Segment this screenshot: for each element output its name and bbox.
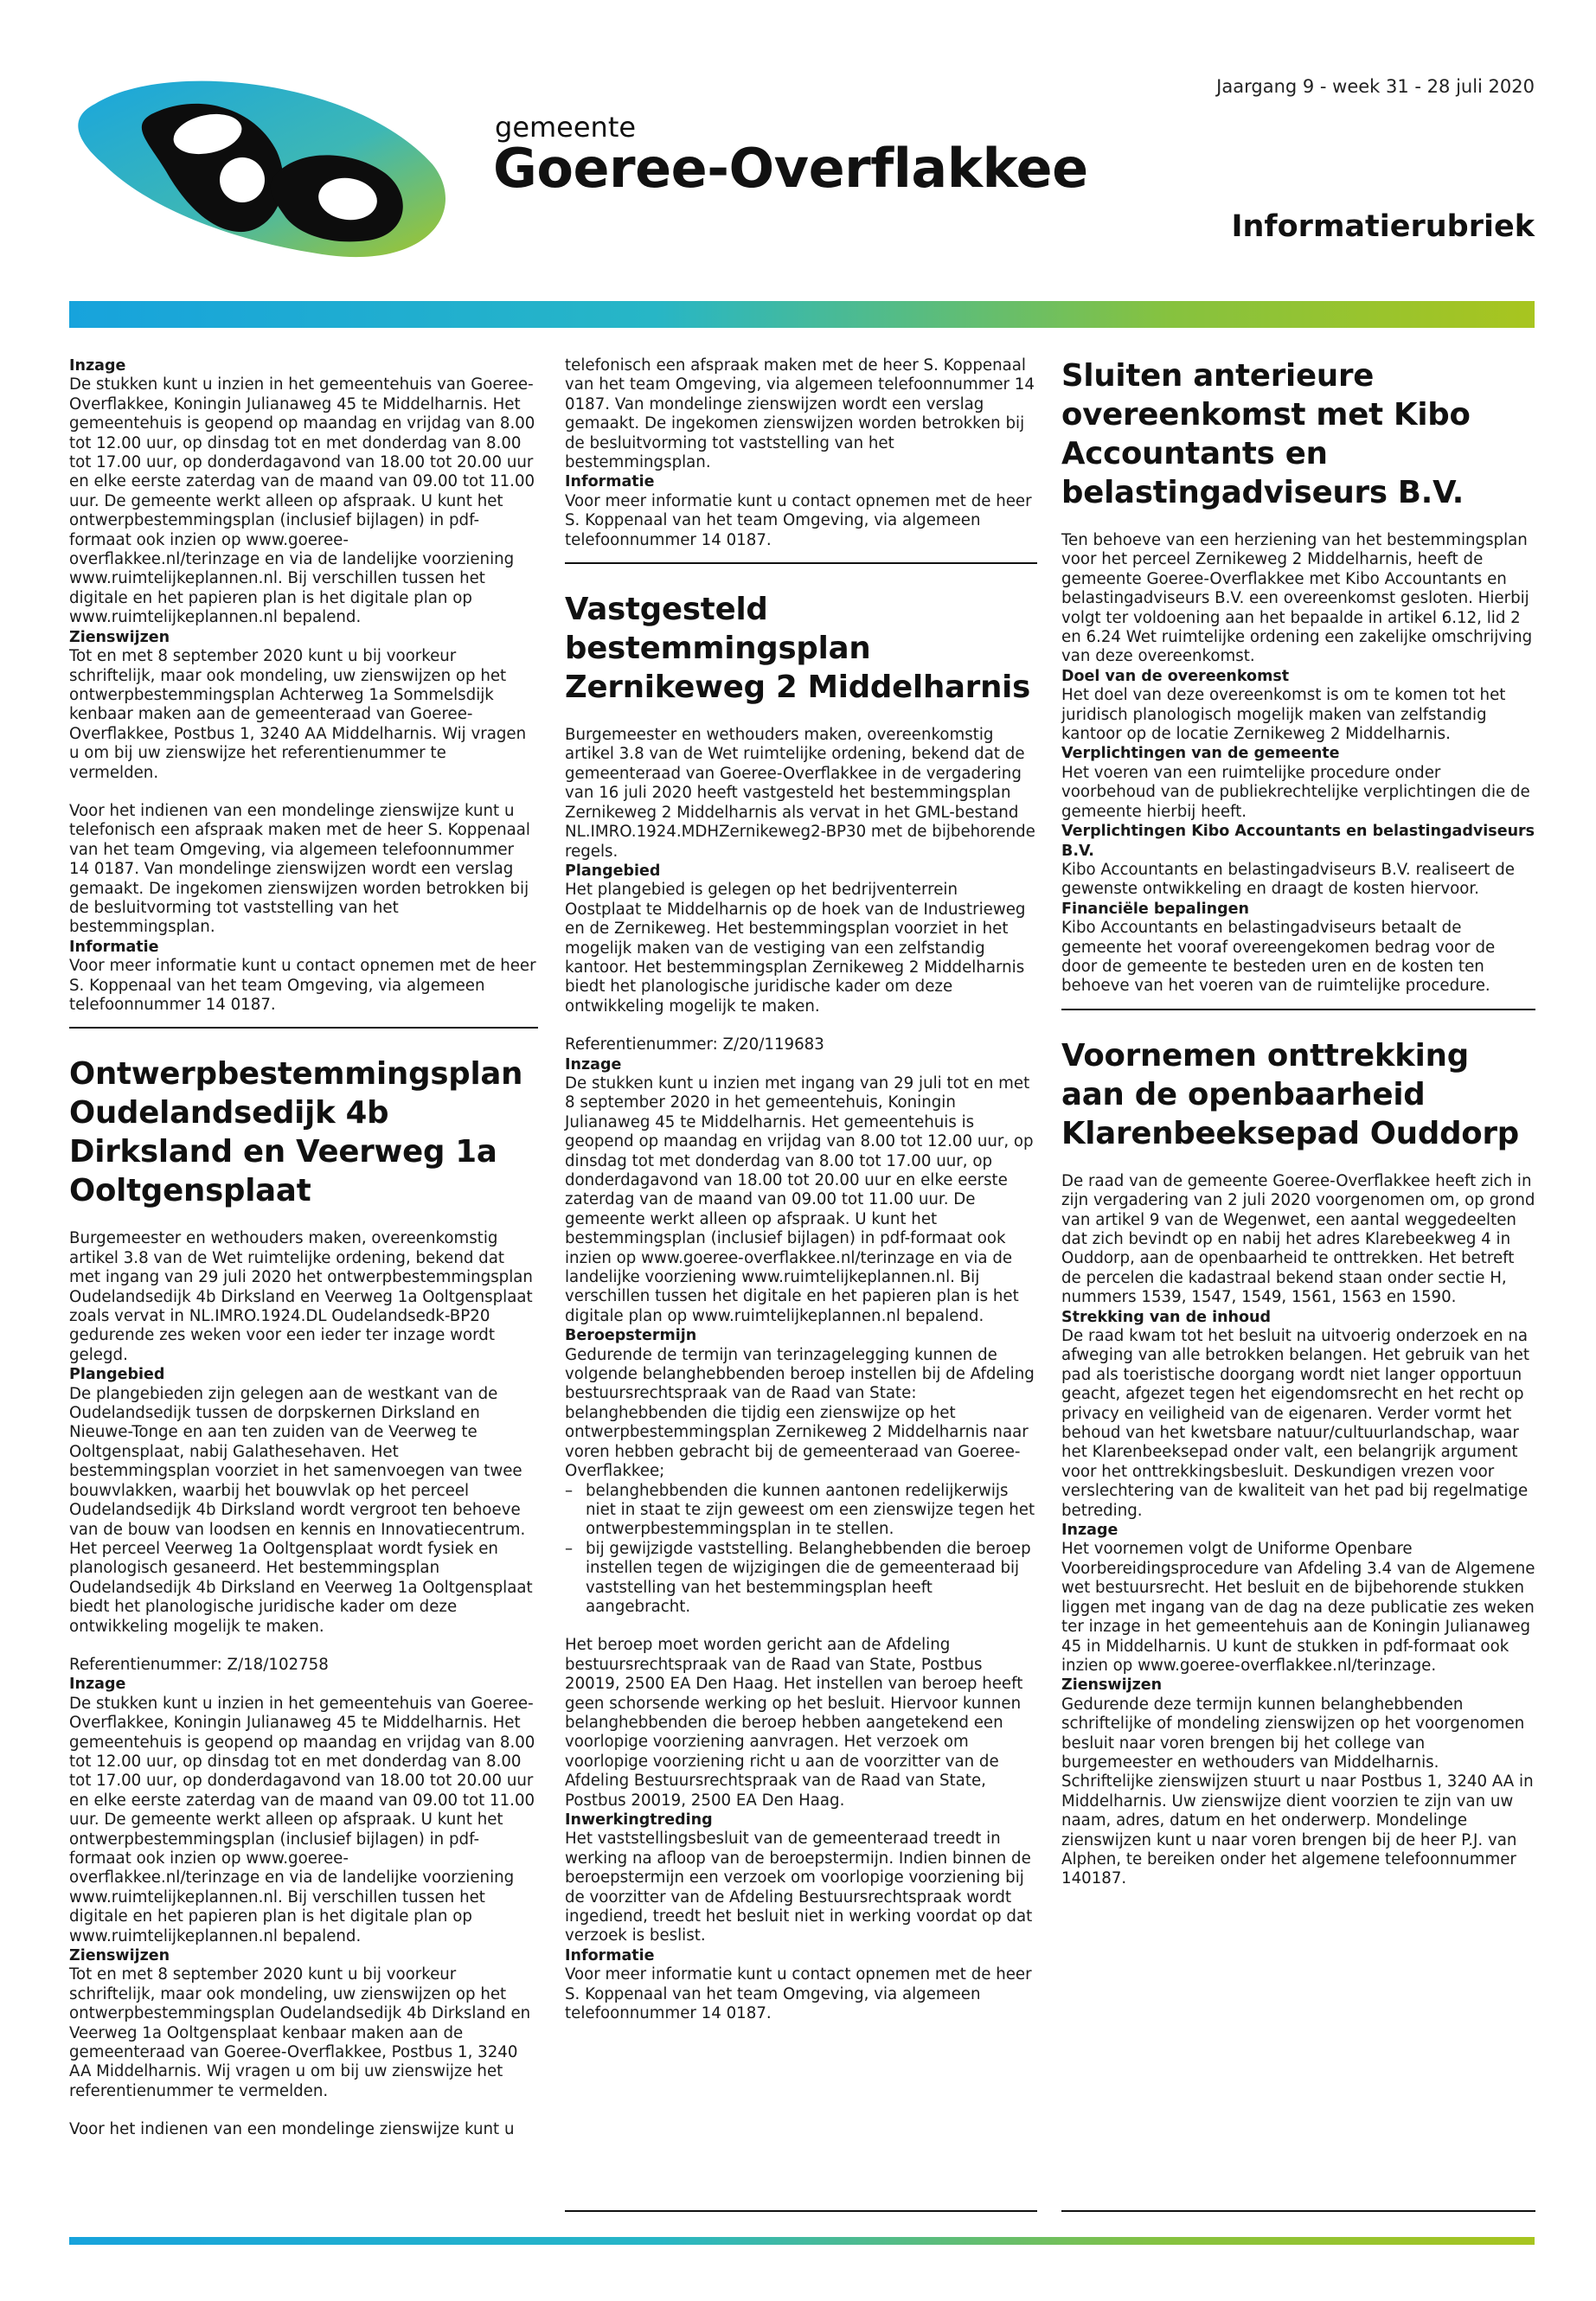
paragraph: Het vaststellingsbesluit van de gemeenteraad treedt in werking na afloop van de beroepstermijn. Indien binnen de beroepstermijn een verzoek om voorlopige voorziening bij de voorzitter van de Afdeling Bestuursrechtspraak wordt ingediend, treedt het besluit niet in werking voordat op dat verzoek is beslist. <box>565 1830 1033 1945</box>
paragraph: Kibo Accountants en belastingadviseurs betaalt de gemeente het vooraf overeengekomen bedrag voor de door de gemeente te besteden uren en de kosten ten behoeve van het voeren van de ruimtelijke procedure. <box>1061 919 1496 996</box>
article-title: Voornemen onttrekking aan de openbaarheid Klarenbeeksepad Ouddorp <box>1061 1037 1519 1151</box>
column-2-bottom-rule <box>565 2210 1037 2212</box>
article-title: Sluiten anterieure overeenkomst met Kibo Accountants en belastingadviseurs B.V. <box>1061 358 1471 510</box>
paragraph: De plangebieden zijn gelegen aan de westkant van de Oudelandsedijk tussen de dorpskernen Dirksland en Nieuwe-Tonge en aan ten zuiden van de Veerweg te Ooltgensplaat, nabij Galathesehaven. Het bestemmingsplan voorziet in het samenvoegen van twee bouwvlakken, waarbij het bouwvlak op het perceel Oudelandsedijk 4b Dirksland wordt vergroot ten behoeve van de bouw van loodsen en kennis en Innovatiecentrum. Het perceel Veerweg 1a Ooltgensplaat wordt fysiek en planologisch gesaneerd. Het bestemmingsplan Oudelandsedijk 4b Dirksland en Veerweg 1a Ooltgensplaat biedt het planologische juridische kader om deze ontwikkeling mogelijk te maken. <box>69 1384 533 1636</box>
paragraph: De stukken kunt u inzien met ingang van 29 juli tot en met 8 september 2020 in het gemeentehuis, Koningin Julianaweg 45 te Middelharnis. Het gemeentehuis is geopend op maandag en vrijdag van 8.00 tot 12.00 uur, op dinsdag tot met donderdag van 8.00 tot 17.00 uur, op donderdagavond van 18.00 tot 20.00 uur en elke eerste zaterdag van de maand van 09.00 tot 11.00 uur. De gemeente werkt alleen op afspraak. U kunt het bestemmingsplan (inclusief bijlagen) in pdf-formaat ook inzien op www.goeree-overflakkee.nl/terinzage en via de landelijke voorziening www.ruimtelijkeplannen.nl. Bij verschillen tussen het digitale en het papieren plan is het digitale plan op www.ruimtelijkeplannen.nl bepalend. <box>565 1074 1034 1325</box>
top-gradient-bar <box>69 301 1535 328</box>
section-heading: Plangebied <box>565 862 661 880</box>
paragraph: Gedurende de termijn van terinzagelegging kunnen de volgende belanghebbenden beroep instellen bij de Afdeling bestuursrechtspraak van de Raad van State: belanghebbenden die tijdig een zienswijze op het ontwerpbestemmingsplan Zernikeweg 2 Middelharnis naar voren hebben gebracht bij de gemeenteraad van Goeree-Overflakkee; <box>565 1345 1035 1481</box>
section-heading: Doel van de overeenkomst <box>1061 667 1290 685</box>
bottom-gradient-bar <box>69 2237 1535 2245</box>
section-heading: Verplichtingen Kibo Accountants en belastingadviseurs B.V. <box>1061 823 1535 860</box>
column-3 <box>1061 356 1535 1889</box>
bullet-list <box>565 1482 1037 1618</box>
section-heading: Beroepstermijn <box>565 1327 697 1345</box>
column-1 <box>69 356 538 2140</box>
paragraph: Voor het indienen van een mondelinge zienswijze kunt u telefonisch een afspraak maken met de heer S. Koppenaal van het team Omgeving, via algemeen telefoonnummer 14 0187. Van mondelinge zienswijzen wordt een verslag gemaakt. De ingekomen zienswijzen worden betrokken bij de besluitvorming tot vaststelling van het bestemmingsplan. <box>69 801 530 937</box>
paragraph: De raad kwam tot het besluit na uitvoerig onderzoek en na afweging van alle betrokken belangen. Het gebruik van het pad als toeristische doorgang wordt niet langer opportuun geacht, afgezet tegen het eigendomsrecht en het recht op privacy en veiligheid van de eigenaren. Verder vormt het behoud van het kwetsbare natuur/cultuurlandschap, waar het Klarenbeeksepad onder valt, een belangrijk argument voor het onttrekkingsbesluit. Deskundigen vrezen voor verslechtering van de kwaliteit van het pad bij regelmatige betreding. <box>1061 1327 1529 1520</box>
section-heading: Inwerkingtreding <box>565 1811 713 1829</box>
section-heading: Inzage <box>1061 1522 1118 1540</box>
divider <box>1061 1009 1535 1010</box>
section-heading: Strekking van de inhoud <box>1061 1308 1272 1326</box>
divider <box>69 1027 538 1029</box>
column-2 <box>565 356 1037 2023</box>
edition-info: Jaargang 9 - week 31 - 28 juli 2020 <box>1216 76 1535 97</box>
section-heading: Zienswijzen <box>1061 1676 1163 1695</box>
paragraph: Het plangebied is gelegen op het bedrijventerrein Oostplaat te Middelharnis op de hoek van de Industrieweg en de Zernikeweg. Het bestemmingsplan voorziet in het mogelijk maken van de vestiging van een zelfstandig kantoor. Het bestemmingsplan Zernikeweg 2 Middelharnis biedt het planologische juridische kader om deze ontwikkeling mogelijk te maken. <box>565 881 1026 1016</box>
section-heading: Inzage <box>69 1676 126 1694</box>
paragraph: Burgemeester en wethouders maken, overeenkomstig artikel 3.8 van de Wet ruimtelijke ordening, bekend dat de gemeenteraad van Goeree-Overflakkee in de vergadering van 16 juli 2020 heeft vastgesteld het bestemmingsplan Zernikeweg 2 Middelharnis als vervat in het GML-bestand NL.IMRO.1924.MDHZernikeweg2-BP30 met de bijbehorende regels. <box>565 726 1035 861</box>
section-heading: Informatie <box>565 1946 655 1965</box>
reference-number: Referentienummer: Z/18/102758 <box>69 1655 329 1674</box>
paragraph: Voor meer informatie kunt u contact opnemen met de heer S. Koppenaal van het team Omgeving, via algemeen telefoonnummer 14 0187. <box>565 1965 1032 2023</box>
section-heading: Inzage <box>69 357 126 375</box>
paragraph: Het beroep moet worden gericht aan de Afdeling bestuursrechtspraak van de Raad van State, Postbus 20019, 2500 EA Den Haag. Het instellen van beroep heeft geen schorsende werking op het besluit. Hiervoor kunnen belanghebbenden die beroep hebben aangetekend een voorlopige voorziening aanvragen. Het verzoek om voorlopige voorziening richt u aan de voorzitter van de Afdeling Bestuursrechtspraak van de Raad van State, Postbus 20019, 2500 EA Den Haag. <box>565 1636 1023 1810</box>
page-header <box>0 0 1596 303</box>
paragraph: Tot en met 8 september 2020 kunt u bij voorkeur schriftelijk, maar ook mondeling, uw zienswijzen op het ontwerpbestemmingsplan Oudelandsedijk 4b Dirksland en Veerweg 1a Ooltgensplaat kenbaar maken aan de gemeenteraad van Goeree-Overflakkee, Postbus 1, 3240 AA Middelharnis. Wij vragen u om bij uw zienswijze het referentienummer te vermelden. <box>69 1965 531 2100</box>
paragraph: Het doel van deze overeenkomst is om te komen tot het juridisch planologisch mogelijk maken van zelfstandig kantoor op de locatie Zernikeweg 2 Middelharnis. <box>1061 686 1506 744</box>
reference-number: Referentienummer: Z/20/119683 <box>565 1035 824 1054</box>
paragraph: Kibo Accountants en belastingadviseurs B.V. realiseert de gewenste ontwikkeling en draagt de kosten hiervoor. <box>1061 860 1515 899</box>
paragraph: Voor meer informatie kunt u contact opnemen met de heer S. Koppenaal van het team Omgeving, via algemeen telefoonnummer 14 0187. <box>565 491 1032 549</box>
section-heading: Plangebied <box>69 1366 165 1384</box>
column-3-bottom-rule <box>1061 2210 1535 2212</box>
list-item: – bij gewijzigde vaststelling. Belanghebbenden die beroep instellen tegen de wijzigingen die de gemeenteraad bij vaststelling van het bestemmingsplan heeft aangebracht. <box>565 1540 1037 1618</box>
paragraph: Het voornemen volgt de Uniforme Openbare Voorbereidingsprocedure van Afdeling 3.4 van de Algemene wet bestuursrecht. Het besluit en de bijbehorende stukken liggen met ingang van de dag na deze publicatie zes weken ter inzage in het gemeentehuis aan de Koningin Julianaweg 45 in Middelharnis. U kunt de stukken in pdf-formaat ook inzien op www.goeree-overflakkee.nl/terinzage. <box>1061 1540 1535 1675</box>
municipality-prefix: gemeente <box>495 111 637 144</box>
section-heading: Inzage <box>565 1055 622 1074</box>
paragraph: Voor meer informatie kunt u contact opnemen met de heer S. Koppenaal van het team Omgeving, via algemeen telefoonnummer 14 0187. <box>69 957 536 1014</box>
section-heading: Informatie <box>69 938 159 956</box>
paragraph: Gedurende deze termijn kunnen belanghebbenden schriftelijke of mondeling zienswijzen op het voorgenomen besluit naar voren brengen bij het college van burgemeester en wethouders van Middelharnis. Schriftelijke zienswijzen stuurt u naar Postbus 1, 3240 AA in Middelharnis. Uw zienswijze dient voorzien te zijn van uw naam, adres, datum en het onderwerp. Mondelinge zienswijzen kunt u naar voren brengen bij de heer P.J. van Alphen, te bereiken onder het algemene telefoonnummer 140187. <box>1061 1695 1534 1888</box>
section-heading: Verplichtingen van de gemeente <box>1061 745 1340 763</box>
rubric-title: Informatierubriek <box>1231 209 1535 244</box>
paragraph: Het voeren van een ruimtelijke procedure onder voorbehoud van de publiekrechtelijke verplichtingen die de gemeente hierbij heeft. <box>1061 763 1530 821</box>
paragraph: telefonisch een afspraak maken met de heer S. Koppenaal van het team Omgeving, via algemeen telefoonnummer 14 0187. Van mondelinge zienswijzen wordt een verslag gemaakt. De ingekomen zienswijzen worden betrokken bij de besluitvorming tot vaststelling van het bestemmingsplan. <box>565 356 1035 472</box>
section-heading: Zienswijzen <box>69 1947 170 1965</box>
municipality-logo-icon <box>69 69 458 268</box>
section-heading: Zienswijzen <box>69 628 170 646</box>
article-title: Ontwerpbestemmingsplan Oudelandsedijk 4b Dirksland en Veerweg 1a Ooltgensplaat <box>69 1056 523 1209</box>
paragraph: De stukken kunt u inzien in het gemeentehuis van Goeree-Overflakkee, Koningin Julianaweg 45 te Middelharnis. Het gemeentehuis is geopend op maandag en vrijdag van 8.00 tot 12.00 uur, op dinsdag tot en met donderdag van 8.00 tot 17.00 uur, op donderdagavond van 18.00 tot 20.00 uur en elke eerste zaterdag van de maand van 09.00 tot 11.00 uur. De gemeente werkt alleen op afspraak. U kunt het ontwerpbestemmingsplan (inclusief bijlagen) in pdf-formaat ook inzien op www.goeree-overflakkee.nl/terinzage en via de landelijke voorziening www.ruimtelijkeplannen.nl. Bij verschillen tussen het digitale en het papieren plan is het digitale plan op www.ruimtelijkeplannen.nl bepalend. <box>69 375 535 627</box>
divider <box>565 562 1037 564</box>
municipality-name: Goeree-Overflakkee <box>493 137 1088 200</box>
section-heading: Informatie <box>565 473 655 491</box>
paragraph: Ten behoeve van een herziening van het bestemmingsplan voor het perceel Zernikeweg 2 Middelharnis, heeft de gemeente Goeree-Overflakkee met Kibo Accountants en belastingadviseurs B.V. een overeenkomst gesloten. Hierbij volgt ter voldoening aan het bepaalde in artikel 6.12, lid 2 en 6.24 Wet ruimtelijke ordening een zakelijke omschrijving van deze overeenkomst. <box>1061 531 1533 666</box>
paragraph: De stukken kunt u inzien in het gemeentehuis van Goeree-Overflakkee, Koningin Julianaweg 45 te Middelharnis. Het gemeentehuis is geopend op maandag en vrijdag van 8.00 tot 12.00 uur, op dinsdag tot en met donderdag van 8.00 tot 17.00 uur, op donderdagavond van 18.00 tot 20.00 uur en elke eerste zaterdag van de maand van 09.00 tot 11.00 uur. De gemeente werkt alleen op afspraak. U kunt het ontwerpbestemmingsplan (inclusief bijlagen) in pdf-formaat ook inzien op www.goeree-overflakkee.nl/terinzage en via de landelijke voorziening www.ruimtelijkeplannen.nl. Bij verschillen tussen het digitale en het papieren plan is het digitale plan op www.ruimtelijkeplannen.nl bepalend. <box>69 1694 535 1945</box>
section-heading: Financiële bepalingen <box>1061 900 1249 918</box>
paragraph: Voor het indienen van een mondelinge zienswijze kunt u <box>69 2120 515 2139</box>
paragraph: Burgemeester en wethouders maken, overeenkomstig artikel 3.8 van de Wet ruimtelijke ordening, bekend dat met ingang van 29 juli 2020 het ontwerpbestemmingsplan Oudelandsedijk 4b Dirksland en Veerweg 1a Ooltgensplaat zoals vervat in NL.IMRO.1924.DL Oudelandsedk-BP20 gedurende zes weken voor een ieder ter inzage wordt gelegd. <box>69 1229 533 1364</box>
list-item: – belanghebbenden die kunnen aantonen redelijkerwijs niet in staat te zijn geweest om een zienswijze tegen het ontwerpbestemmingsplan in te stellen. <box>565 1482 1037 1540</box>
article-title: Vastgesteld bestemmingsplan Zernikeweg 2 Middelharnis <box>565 592 1031 706</box>
paragraph: Tot en met 8 september 2020 kunt u bij voorkeur schriftelijk, maar ook mondeling, uw zienswijzen op het ontwerpbestemmingsplan Achterweg 1a Sommelsdijk kenbaar maken aan de gemeenteraad van Goeree-Overflakkee, Postbus 1, 3240 AA Middelharnis. Wij vragen u om bij uw zienswijze het referentienummer te vermelden. <box>69 647 527 782</box>
paragraph: De raad van de gemeente Goeree-Overflakkee heeft zich in zijn vergadering van 2 juli 2020 voorgenomen om, op grond van artikel 9 van de Wegenwet, een aantal weggedeelten dat zich bevindt op en nabij het adres Klarebeekweg 4 in Ouddorp, aan de openbaarheid te onttrekken. Het betreft de percelen die kadastraal bekend staan onder sectie H, nummers 1539, 1547, 1549, 1561, 1563 en 1590. <box>1061 1171 1535 1307</box>
